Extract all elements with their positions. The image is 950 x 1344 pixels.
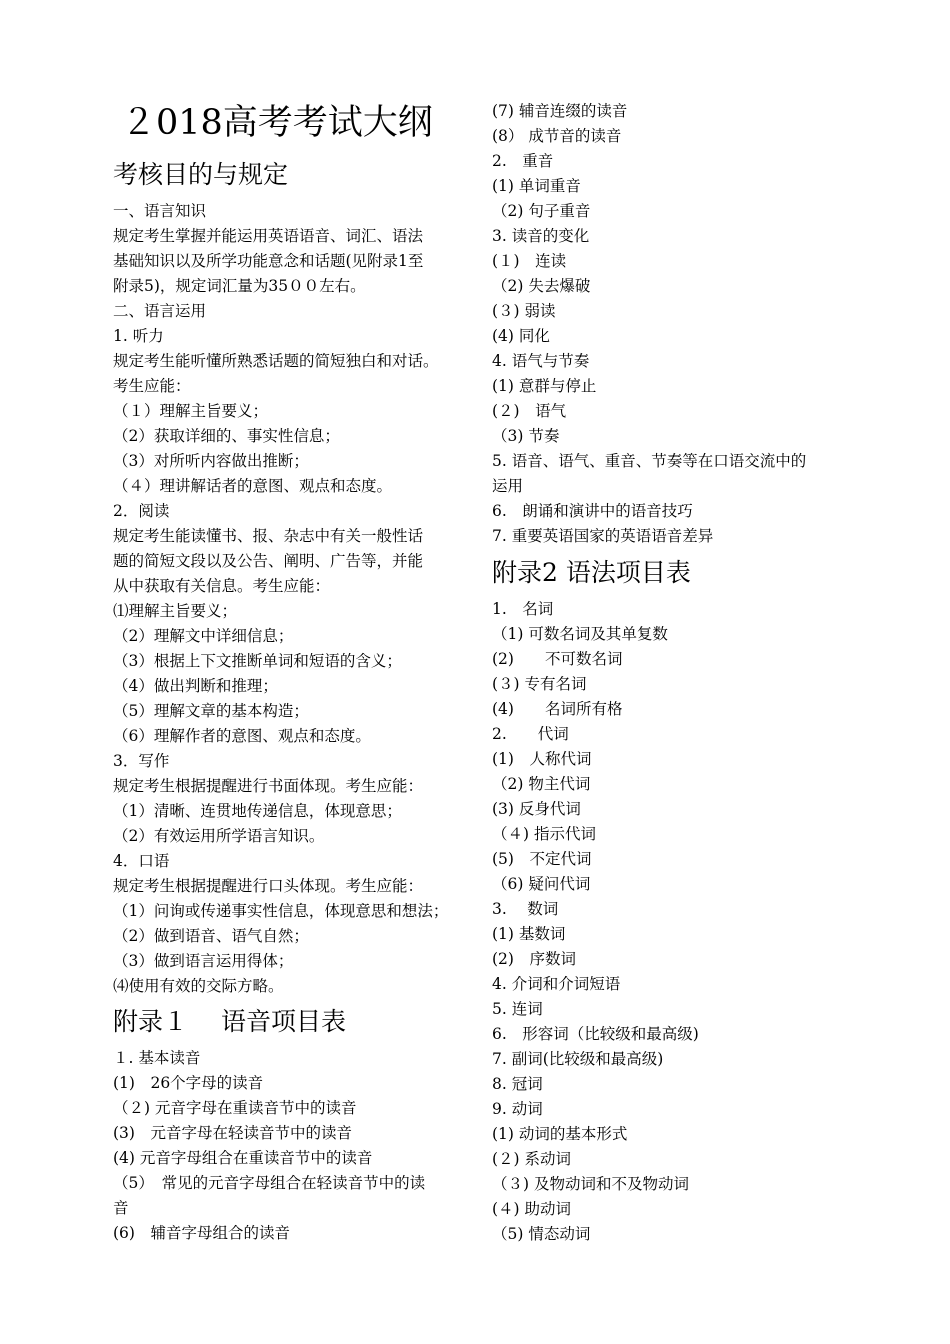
left-text-line: （2）获取详细的、事实性信息； — [113, 427, 340, 445]
left-text-line: 规定考生根据提醒进行口头体现。考生应能： — [113, 877, 424, 895]
right-text-line: 2. 代词 — [492, 725, 569, 743]
right-text-line: (１) 连读 — [492, 252, 567, 270]
right-text-line: （3) 节奏 — [492, 427, 560, 445]
document-title: ２018高考考试大纲 — [121, 103, 433, 143]
left-text-line: ⑷使用有效的交际方略。 — [113, 977, 284, 995]
right-text-line: (8） 成节音的读音 — [492, 127, 622, 145]
left-text-line: 附录5)，规定词汇量为35００左右。 — [113, 277, 366, 295]
left-text-line: （１）理解主旨要义； — [113, 402, 269, 420]
right-text-line: (2) 序数词 — [492, 950, 576, 968]
left-text-line: (4) 元音字母组合在重读音节中的读音 — [113, 1149, 373, 1167]
left-text-line: 音 — [113, 1199, 129, 1217]
right-text-line: 6. 朗诵和演讲中的语音技巧 — [492, 502, 693, 520]
right-text-line: （４) 指示代词 — [492, 825, 596, 843]
left-text-line: 4．口语 — [113, 852, 170, 870]
left-text-line: 规定考生能听懂所熟悉话题的简短独白和对话。 — [113, 352, 439, 370]
left-text-line: （2）理解文中详细信息； — [113, 627, 294, 645]
left-section-heading: 附录１ 语音项目表 — [113, 1007, 346, 1036]
right-text-line: 7. 重要英语国家的英语语音差异 — [492, 527, 714, 545]
right-text-line: 9. 动词 — [492, 1100, 543, 1118]
right-text-line: （6) 疑问代词 — [492, 875, 591, 893]
right-text-line: (1) 人称代词 — [492, 750, 592, 768]
right-text-line: 3. 数词 — [492, 900, 559, 918]
right-text-line: (２) 语气 — [492, 402, 567, 420]
right-text-line: (4) 同化 — [492, 327, 550, 345]
right-text-line: 7. 副词(比较级和最高级) — [492, 1050, 664, 1068]
left-text-line: (6) 辅音字母组合的读音 — [113, 1224, 290, 1242]
left-text-line: （2）做到语音、语气自然； — [113, 927, 309, 945]
left-text-line: 从中获取有关信息。考生应能： — [113, 577, 331, 595]
right-text-line: （2) 句子重音 — [492, 202, 591, 220]
right-text-line: （３) 及物动词和不及物动词 — [492, 1175, 689, 1193]
left-text-line: （1）清晰、连贯地传递信息，体现意思； — [113, 802, 402, 820]
left-text-line: 3．写作 — [113, 752, 170, 770]
left-text-line: （5） 常见的元音字母组合在轻读音节中的读 — [113, 1174, 426, 1192]
left-text-line: （４）理讲解话者的意图、观点和态度。 — [113, 477, 393, 495]
right-text-line: (２) 系动词 — [492, 1150, 572, 1168]
right-text-line: (1) 意群与停止 — [492, 377, 597, 395]
left-text-line: 基础知识以及所学功能意念和话题(见附录1至 — [113, 252, 424, 270]
right-text-line: (3) 反身代词 — [492, 800, 581, 818]
left-text-line: （3）对所听内容做出推断； — [113, 452, 309, 470]
left-text-line: （5）理解文章的基本构造； — [113, 702, 309, 720]
right-text-line: (1) 基数词 — [492, 925, 566, 943]
right-text-line: 3. 读音的变化 — [492, 227, 590, 245]
right-text-line: 2. 重音 — [492, 152, 554, 170]
left-text-line: 一、语言知识 — [113, 202, 207, 220]
right-text-line: (1) 单词重音 — [492, 177, 581, 195]
right-text-line: (5) 不定代词 — [492, 850, 592, 868]
left-text-line: 二、语言运用 — [113, 302, 207, 320]
right-text-line: 4. 语气与节奏 — [492, 352, 590, 370]
left-text-line: ⑴理解主旨要义； — [113, 602, 238, 620]
right-text-line: (３) 弱读 — [492, 302, 556, 320]
left-text-line: １. 基本读音 — [113, 1049, 201, 1067]
left-text-line: （1）问询或传递事实性信息，体现意思和想法； — [113, 902, 449, 920]
right-text-line: 1. 名词 — [492, 600, 554, 618]
right-text-line: 5. 语音、语气、重音、节奏等在口语交流中的 — [492, 452, 807, 470]
right-text-line: 4. 介词和介词短语 — [492, 975, 621, 993]
left-text-line: （4）做出判断和推理； — [113, 677, 278, 695]
right-text-line: (7) 辅音连缀的读音 — [492, 102, 628, 120]
left-text-line: （6）理解作者的意图、观点和态度。 — [113, 727, 371, 745]
right-text-line: 5. 连词 — [492, 1000, 543, 1018]
right-text-line: （5) 情态动词 — [492, 1225, 591, 1243]
left-text-line: 考生应能： — [113, 377, 191, 395]
right-text-line: （1) 可数名词及其单复数 — [492, 625, 668, 643]
left-text-line: （3）根据上下文推断单词和短语的含义； — [113, 652, 402, 670]
right-text-line: (1) 动词的基本形式 — [492, 1125, 628, 1143]
right-text-line: 运用 — [492, 477, 524, 495]
right-text-line: 8. 冠词 — [492, 1075, 543, 1093]
left-section-heading: 考核目的与规定 — [113, 160, 289, 189]
left-text-line: （２) 元音字母在重读音节中的读音 — [113, 1099, 357, 1117]
left-text-line: 1. 听力 — [113, 327, 164, 345]
left-text-line: (1) 26个字母的读音 — [113, 1074, 264, 1092]
left-text-line: (3) 元音字母在轻读音节中的读音 — [113, 1124, 352, 1142]
right-text-line: 6. 形容词（比较级和最高级) — [492, 1025, 699, 1043]
right-text-line: （2) 失去爆破 — [492, 277, 591, 295]
left-text-line: 2．阅读 — [113, 502, 170, 520]
left-text-line: 规定考生掌握并能运用英语语音、词汇、语法 — [113, 227, 424, 245]
right-section-heading: 附录2 语法项目表 — [492, 558, 691, 587]
right-text-line: （2) 物主代词 — [492, 775, 591, 793]
left-text-line: 规定考生根据提醒进行书面体现。考生应能： — [113, 777, 424, 795]
left-text-line: （3）做到语言运用得体； — [113, 952, 294, 970]
left-text-line: 规定考生能读懂书、报、杂志中有关一般性话 — [113, 527, 424, 545]
right-text-line: (４) 助动词 — [492, 1200, 572, 1218]
right-text-line: (2) 不可数名词 — [492, 650, 623, 668]
left-text-line: 题的简短文段以及公告、阐明、广告等，并能 — [113, 552, 424, 570]
right-text-line: (３) 专有名词 — [492, 675, 587, 693]
left-text-line: （2）有效运用所学语言知识。 — [113, 827, 325, 845]
right-text-line: (4) 名词所有格 — [492, 700, 623, 718]
